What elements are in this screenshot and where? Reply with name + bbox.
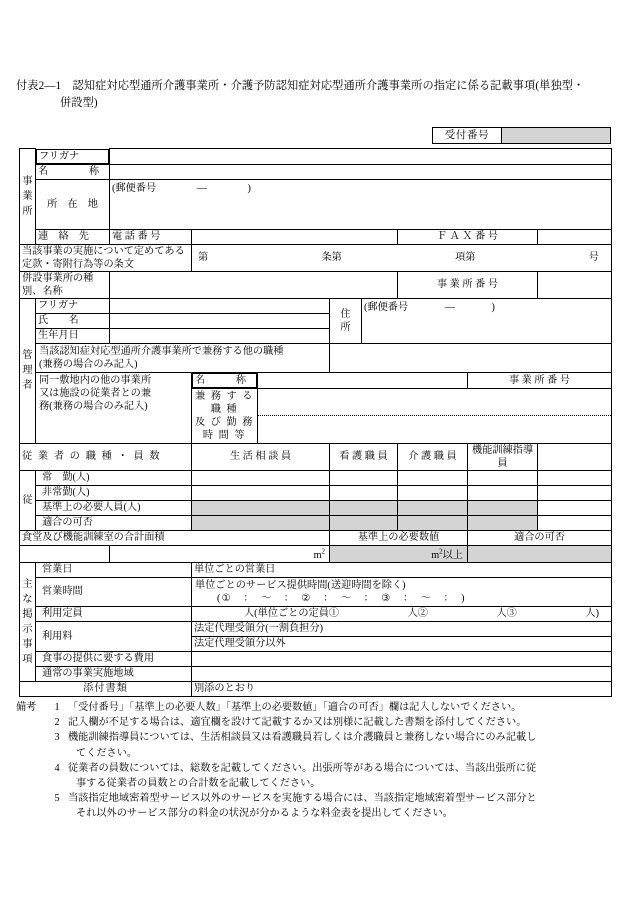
manager-name-value[interactable] <box>110 313 330 328</box>
area-label: 食堂及び機能訓練室の合計面積 <box>20 530 330 545</box>
remarks-section <box>16 700 620 822</box>
office-group-label: 事業所 <box>20 149 36 245</box>
manager-postal-dash: — <box>444 301 455 313</box>
manager-site-name-label: 名 称 <box>192 373 257 388</box>
staff-column-header: 看 護 職 員 <box>330 443 398 470</box>
staff-header-spacer <box>538 443 612 470</box>
staff-cell <box>468 515 538 530</box>
staff-row-label: 適合の可否 <box>36 515 192 530</box>
area-unit: $m^2$ <box>313 547 325 561</box>
staff-column-header: 生 活 相 談 員 <box>192 443 330 470</box>
articles-no2: 条第 <box>321 252 342 263</box>
articles-no4: 号 <box>588 252 599 263</box>
attached-office-no-value[interactable] <box>538 271 612 298</box>
remark-item <box>16 700 620 715</box>
meal-cost-value[interactable] <box>192 651 612 666</box>
office-address-label: 所 在 地 <box>36 179 110 229</box>
service-region-value[interactable] <box>192 666 612 681</box>
fee-row-2: 法定代理受領分以外 <box>192 636 612 651</box>
staff-cell[interactable] <box>398 485 468 500</box>
remark-item <box>16 715 620 730</box>
manager-postal-suffix: ) <box>491 301 495 313</box>
staff-cell <box>330 515 398 530</box>
manager-furigana-label: フリガナ <box>36 298 110 313</box>
office-tel-value[interactable] <box>192 229 398 244</box>
service-region-label: 通常の事業実施地域 <box>36 666 192 681</box>
staff-cell[interactable] <box>330 470 398 485</box>
manager-duty-label: 兼 務 す る 職 種 及 び 勤 務 時 間 等 <box>192 388 258 443</box>
staff-cell[interactable] <box>468 485 538 500</box>
receipt-number-value <box>502 128 610 143</box>
remark-number: 4 <box>54 762 60 774</box>
table-row <box>20 164 612 179</box>
table-row <box>20 298 612 313</box>
staff-row-label: 非常勤(人) <box>36 485 192 500</box>
articles-label: 当該事業の実施について定めてある定款・寄附行為等の条文 <box>20 244 192 271</box>
attached-facility-value[interactable] <box>110 271 398 298</box>
manager-address-value[interactable] <box>362 298 612 343</box>
manager-name-label: 氏 名 <box>36 313 110 328</box>
area-value[interactable] <box>110 545 330 562</box>
capacity-label: 利用定員 <box>36 606 192 621</box>
office-furigana-label: フリガナ <box>36 149 109 164</box>
manager-postal-prefix: (郵便番号 <box>364 301 409 313</box>
attached-office-no-label: 事 業 所 番 号 <box>398 271 538 298</box>
table-row <box>20 149 612 165</box>
table-row <box>20 485 612 500</box>
table-row <box>20 530 612 545</box>
remark-number: 2 <box>54 717 60 729</box>
capacity-seg-4: 人) <box>585 608 599 620</box>
table-row <box>20 179 612 229</box>
capacity-seg-3: 人③ <box>496 608 517 620</box>
remark-number: 3 <box>54 732 60 744</box>
table-row <box>20 621 612 636</box>
receipt-number-label: 受付番号 <box>433 128 502 143</box>
staff-cell[interactable] <box>330 485 398 500</box>
manager-birth-label: 生年月日 <box>36 328 110 343</box>
remark-number: 1 <box>54 702 60 713</box>
area-required-value <box>330 545 468 562</box>
staff-group-label: 従 <box>20 470 36 530</box>
staff-row-spacer <box>538 500 612 515</box>
articles-no1: 第 <box>198 252 209 263</box>
office-name-value[interactable] <box>110 164 612 179</box>
business-hours-label: 営業時間 <box>36 577 192 606</box>
staff-cell <box>330 500 398 515</box>
receipt-number-box <box>432 127 611 144</box>
staff-cell <box>398 500 468 515</box>
title-line-1: 付表2—1 認知症対応型通所介護事業所・介護予防認知症対応型通所介護事業所の指定に係る記載事項(単独型・ <box>16 80 585 92</box>
remark-item <box>16 791 620 821</box>
manager-same-site-label: 同一敷地内の他の事業所 又は施設の従業者との兼 務(兼務の場合のみ記入) <box>36 372 192 443</box>
attachments-label: 添付書類 <box>20 681 192 696</box>
manager-furigana-value[interactable] <box>110 298 330 313</box>
area-conform-label: 適合の可否 <box>468 530 612 545</box>
capacity-value[interactable] <box>192 606 612 621</box>
area-required-unit: $m^2$以上 <box>431 547 463 561</box>
table-row <box>20 343 612 372</box>
remark-text: 記入欄が不足する場合は、適宜欄を設けて記載するか又は別様に記載した書類を添付してください。 <box>68 717 527 729</box>
table-row <box>20 606 612 621</box>
fee-label: 利用料 <box>36 621 192 651</box>
capacity-seg-2: 人② <box>407 608 428 620</box>
office-postal-dash: — <box>196 182 207 194</box>
table-row <box>20 443 612 470</box>
table-row <box>20 271 612 298</box>
manager-site-name-value[interactable] <box>258 372 468 388</box>
business-days-value[interactable]: 単位ごとの営業日 <box>192 562 612 577</box>
table-row <box>20 470 612 485</box>
remark-text: 機能訓練指導員については、生活相談員又は看護職員若しくは介護職員と兼務しない場合にのみ記載し てください。 <box>68 732 537 759</box>
staff-cell <box>192 500 330 515</box>
manager-concurrent-value[interactable] <box>330 343 612 372</box>
remark-text: 当該指定地域密着型サービス以外のサービスを実施する場合には、当該指定地域密着型サービス部分と それ以外のサービス部分の料金の状況が分かるような料金表を提出してください。 <box>68 793 537 820</box>
table-row <box>20 562 612 577</box>
staff-cell <box>468 500 538 515</box>
table-row <box>20 244 612 271</box>
staff-column-header: 機能訓練指導員 <box>468 443 538 470</box>
manager-site-office-no-label: 事 業 所 番 号 <box>468 372 612 388</box>
business-days-label: 営業日 <box>36 562 192 577</box>
staff-cell[interactable] <box>468 470 538 485</box>
table-row <box>20 372 612 388</box>
title-line-2: 併設型) <box>60 97 98 109</box>
office-fax-value[interactable] <box>538 229 612 244</box>
remark-item <box>16 761 620 791</box>
staff-row-spacer <box>538 515 612 530</box>
table-row <box>20 545 612 562</box>
manager-address-label: 住 所 <box>330 298 362 343</box>
remarks-keyword: 備考 <box>16 702 37 713</box>
staff-row-label: 基準上の必要人員(人) <box>36 500 192 515</box>
staff-row-spacer <box>538 470 612 485</box>
staff-cell <box>398 515 468 530</box>
attachments-value: 別添のとおり <box>192 681 612 696</box>
articles-value[interactable] <box>192 244 612 271</box>
table-row <box>20 666 612 681</box>
remark-item <box>16 730 620 760</box>
remark-text: 従業者の員数については、総数を記載してください。出張所等がある場合については、当該出張所に従 事する従業者の員数との合計数を記載してください。 <box>68 762 537 790</box>
manager-duty-value[interactable] <box>258 388 612 443</box>
posting-group-label: 主な掲示事項 <box>20 562 36 681</box>
staff-cell[interactable] <box>192 470 330 485</box>
staff-row-label: 常 勤(人) <box>36 470 192 485</box>
business-hours-value[interactable]: 単位ごとのサービス提供時間(送迎時間を除く) (① ： ～ ： ② ： ～ ： ③ ： ～ ： ) <box>192 577 612 606</box>
manager-birth-value[interactable] <box>110 328 330 343</box>
office-postal-suffix: ) <box>247 182 251 194</box>
staff-cell[interactable] <box>192 485 330 500</box>
staff-cell <box>192 515 330 530</box>
table-row <box>20 229 612 244</box>
table-row <box>20 515 612 530</box>
office-tel-label: 電 話 番 号 <box>110 229 192 244</box>
capacity-seg-1: 人(単位ごとの定員① <box>244 608 340 620</box>
designation-form-table <box>19 148 612 697</box>
staff-row-spacer <box>538 485 612 500</box>
table-row <box>20 577 612 606</box>
remark-number: 5 <box>54 793 60 805</box>
fee-row-1: 法定代理受領分(一割負担分) <box>192 621 612 636</box>
staff-header-label: 従 業 者 の 職 種 ・ 員 数 <box>20 443 192 470</box>
table-row <box>20 651 612 666</box>
staff-column-header: 介 護 職 員 <box>398 443 468 470</box>
office-address-value[interactable] <box>110 179 612 229</box>
office-contact-label: 連 絡 先 <box>36 229 110 244</box>
area-spacer <box>20 545 110 562</box>
meal-cost-label: 食事の提供に要する費用 <box>36 651 192 666</box>
page-title <box>16 78 616 112</box>
area-required-label: 基準上の必要数値 <box>330 530 468 545</box>
office-furigana-value[interactable] <box>110 149 612 165</box>
staff-cell[interactable] <box>398 470 468 485</box>
articles-no3: 項第 <box>455 252 476 263</box>
table-row <box>20 500 612 515</box>
manager-concurrent-label: 当該認知症対応型通所介護事業所で兼務する他の職種 (兼務の場合のみ記入) <box>36 343 330 372</box>
attached-facility-label: 併設事業所の種別、名称 <box>20 271 110 298</box>
area-conform-value <box>468 545 612 562</box>
office-name-label: 名 称 <box>36 164 110 179</box>
table-row <box>20 681 612 696</box>
manager-group-label: 管理者 <box>20 298 36 443</box>
office-fax-label: Ｆ Ａ Ｘ 番 号 <box>398 229 538 244</box>
remark-text: 「受付番号」「基準上の必要人数」「基準上の必要数値」「適合の可否」欄は記入しないでください。 <box>68 702 522 713</box>
office-postal-prefix: (郵便番号 <box>112 182 157 194</box>
